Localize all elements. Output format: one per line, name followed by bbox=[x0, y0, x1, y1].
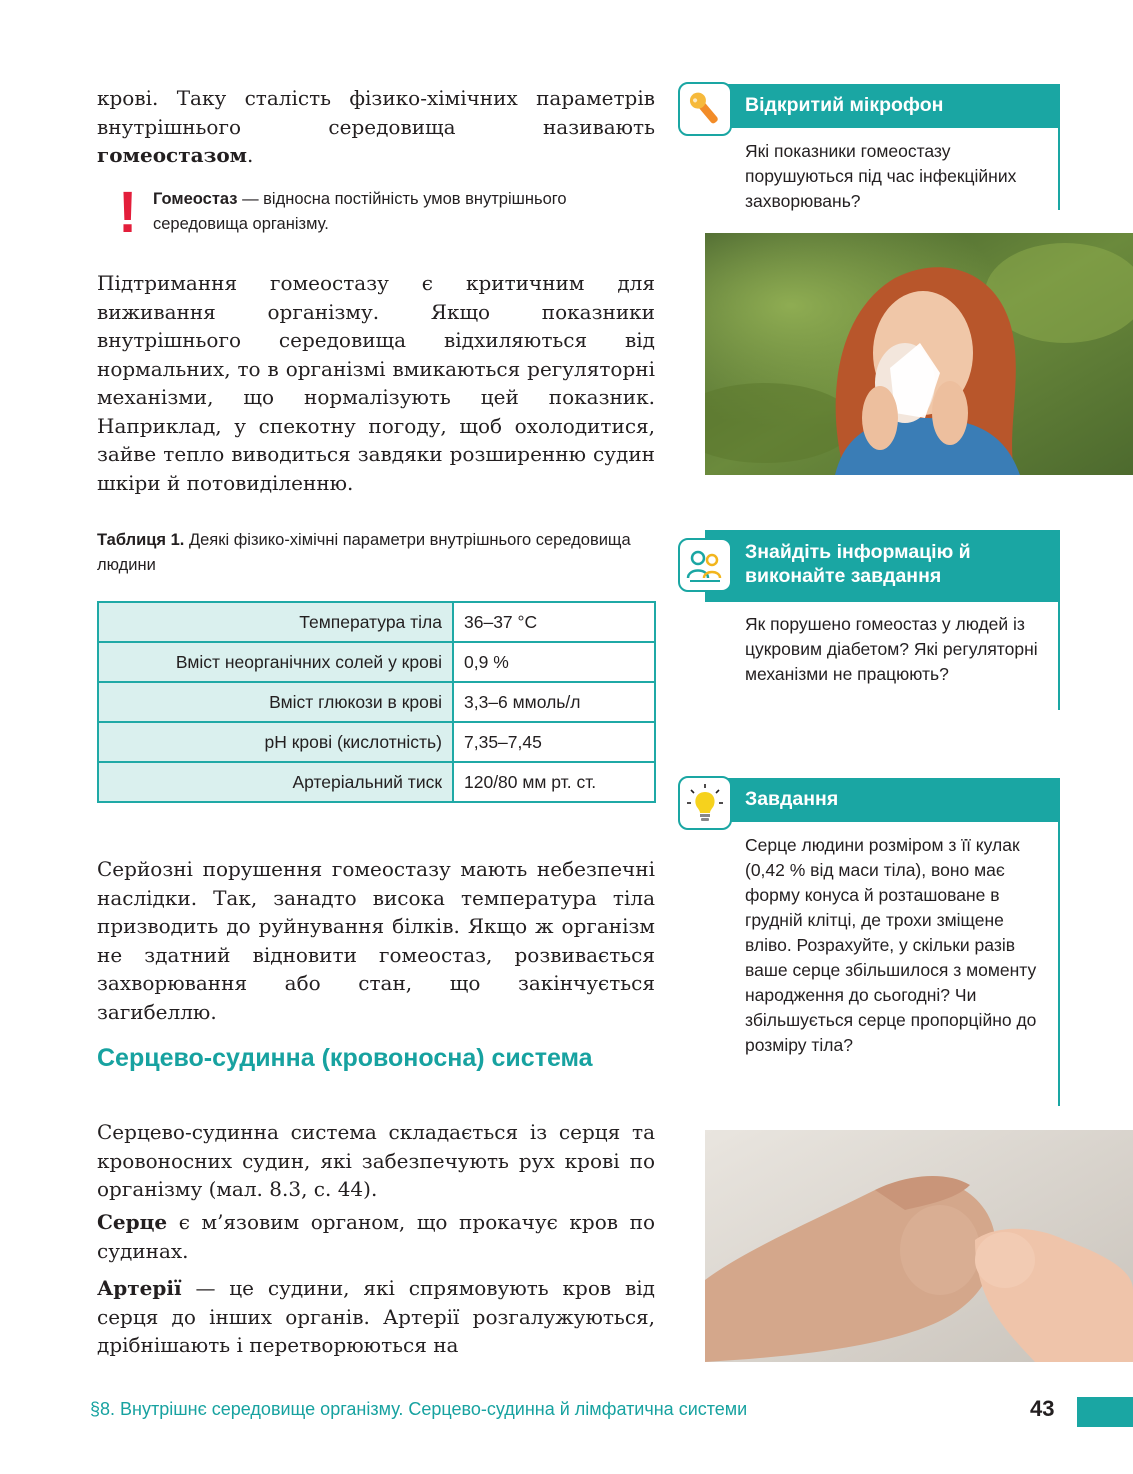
sidebar-box-border bbox=[1058, 128, 1060, 210]
definition-text: Гомеостаз — відносна постійність умов внутрішнього середовища організму. bbox=[153, 190, 567, 233]
footer-chapter-title: §8. Внутрішнє середовище організму. Серцево-судинна й лімфатична системи bbox=[90, 1399, 748, 1419]
table-row bbox=[98, 642, 655, 682]
parameters-table bbox=[97, 601, 656, 803]
exclamation-icon: ! bbox=[118, 180, 138, 245]
table-row bbox=[98, 682, 655, 722]
table-cell-name: Артеріальний тиск bbox=[98, 762, 453, 802]
paragraph-heart: Серце є м’язовим органом, що прокачує кров по судинах. bbox=[97, 1210, 655, 1263]
paragraph-arteries: Артерії — це судини, які спрямовують кров від серця до інших органів. Артерії розгалужуються, дрібнішають і перетворюються на bbox=[97, 1276, 655, 1357]
microphone-icon bbox=[678, 82, 732, 136]
paragraph-homeostasis-disorders: Серйозні порушення гомеостазу мають небезпечні наслідки. Так, занадто висока температура тіла призводить до руйнування білків. Якщо ж організм не здатний відновити гомеостаз, розвивається захворювання або стан, що закінчується загибеллю. bbox=[97, 857, 655, 1024]
table-cell-value: 120/80 мм рт. ст. bbox=[453, 762, 655, 802]
photo-fist-bump bbox=[705, 1130, 1133, 1362]
sidebar-box-title: Знайдіть інформацію й виконайте завдання bbox=[705, 530, 1060, 602]
sidebar-box-border bbox=[1058, 822, 1060, 1106]
table-cell-name: pH крові (кислотність) bbox=[98, 722, 453, 762]
paragraph-homeostasis-intro: крові. Таку сталість фізико-хімічних параметрів внутрішнього середовища називають гомеостазом. bbox=[97, 86, 655, 167]
lightbulb-icon bbox=[678, 776, 732, 830]
sidebar-box-title: Завдання bbox=[705, 778, 1060, 822]
table-row bbox=[98, 602, 655, 642]
table-caption: Таблиця 1. Деякі фізико-хімічні параметри внутрішнього середовища людини bbox=[97, 531, 631, 574]
photo-woman-sneezing bbox=[705, 233, 1133, 475]
table-cell-name: Вміст неорганічних солей у крові bbox=[98, 642, 453, 682]
paragraph-cardiovascular: Серцево-судинна система складається із серця та кровоносних судин, які забезпечують рух крові по організму (мал. 8.3, с. 44). bbox=[97, 1120, 655, 1201]
table-cell-value: 3,3–6 ммоль/л bbox=[453, 682, 655, 722]
table-row bbox=[98, 762, 655, 802]
sidebar-box-text: Які показники гомеостазу порушуються під час інфекційних захворювань? bbox=[745, 141, 1017, 211]
sidebar-box-text: Як порушено гомеостаз у людей із цукровим діабетом? Які регуляторні механізми не працюють? bbox=[745, 614, 1038, 684]
table-cell-name: Температура тіла bbox=[98, 602, 453, 642]
definition-block bbox=[118, 180, 638, 247]
sidebar-box-open-microphone bbox=[678, 84, 1062, 210]
sidebar-box-task bbox=[678, 778, 1062, 1106]
paragraph-homeostasis-maintenance: Підтримання гомеостазу є критичним для виживання організму. Якщо показники внутрішнього середовища відхиляються від нормальних, то в організмі вмикаються регуляторні механізми, що нормалізують цей показник. Наприклад, у спекотну погоду, щоб охолодитися, зайве тепло виводиться завдяки розширенню судин шкіри й потовиділенню. bbox=[97, 271, 655, 495]
section-heading-cardiovascular: Серцево-судинна (кровоносна) система bbox=[97, 1044, 593, 1072]
sidebar-box-title: Відкритий мікрофон bbox=[705, 84, 1060, 128]
sidebar-box-find-information bbox=[678, 530, 1062, 710]
table-cell-name: Вміст глюкози в крові bbox=[98, 682, 453, 722]
footer-accent-bar bbox=[1077, 1397, 1133, 1427]
table-cell-value: 36–37 °С bbox=[453, 602, 655, 642]
table-cell-value: 7,35–7,45 bbox=[453, 722, 655, 762]
people-search-icon bbox=[678, 538, 732, 592]
sidebar-box-text: Серце людини розміром з її кулак (0,42 % від маси тіла), воно має форму конуса й розташоване в грудній клітці, де трохи зміщене вліво. Розрахуйте, у скільки разів ваше серце збільшилося з моменту народження до сьогодні? Чи збільшується серце пропорційно до розміру тіла? bbox=[745, 835, 1037, 1055]
sidebar-box-border bbox=[1058, 602, 1060, 710]
table-row bbox=[98, 722, 655, 762]
table-cell-value: 0,9 % bbox=[453, 642, 655, 682]
page-number: 43 bbox=[1030, 1396, 1055, 1421]
term-homeostasis: гомеостазом bbox=[97, 143, 248, 167]
